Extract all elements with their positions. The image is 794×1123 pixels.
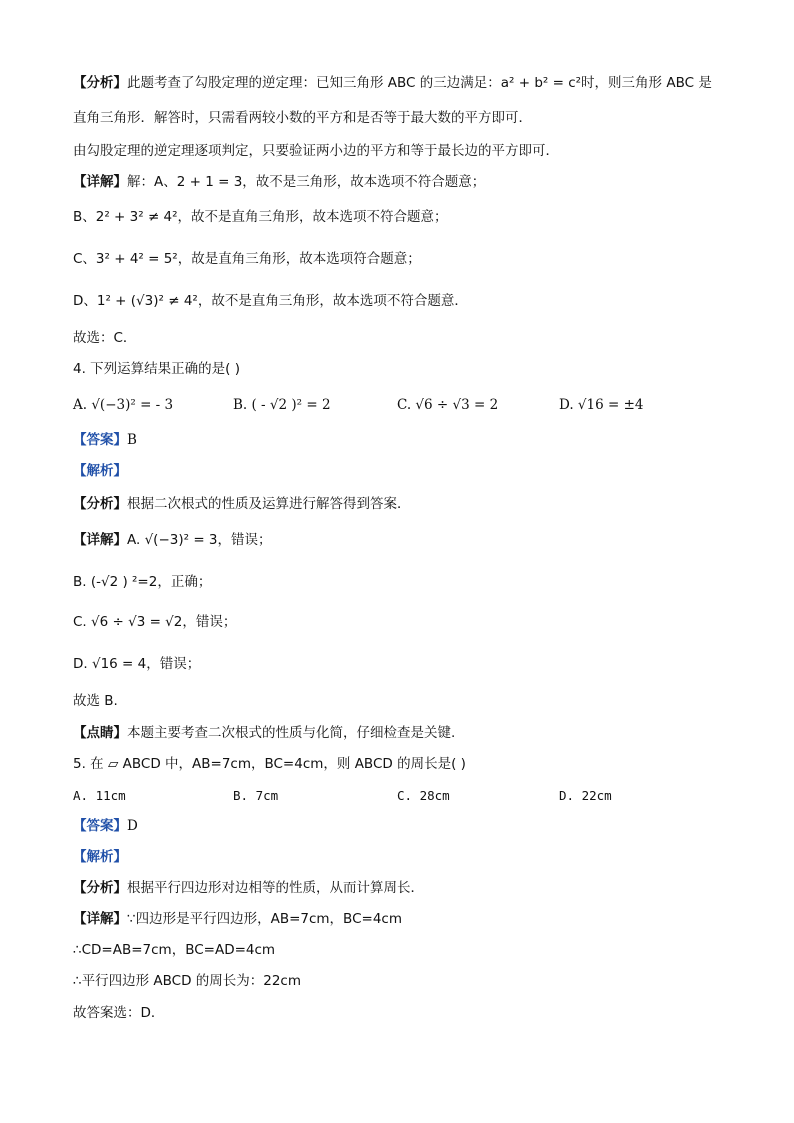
detail-4-d: D. √16 = 4，错误； (73, 656, 201, 672)
q4-option-a: A. √(−3)² = - 3 (73, 397, 174, 413)
analysis-line-1 (73, 73, 712, 93)
q5-option-d: D. 22cm (559, 788, 612, 803)
analysis-4 (73, 494, 411, 514)
q4-option-c: C. √6 ÷ √3 = 2 (397, 397, 499, 413)
detail-5 (73, 909, 402, 929)
q4-option-d: D. √16 = ±4 (559, 397, 644, 413)
explanation-4 (73, 461, 127, 481)
detail-line-d: D、1² + (√3)² ≠ 4²，故不是直角三角形，故本选项不符合题意． (73, 293, 468, 309)
analysis-tag: 【分析】 (73, 75, 127, 91)
selection-line: 故选：C． (73, 330, 137, 346)
analysis-5 (73, 878, 424, 898)
analysis-text: 根据平行四边形对边相等的性质，从而计算周长． (127, 880, 424, 896)
q5-option-b: B. 7cm (233, 788, 279, 803)
detail-tag: 【详解】 (73, 532, 127, 548)
detail-line-b: B、2² + 3² ≠ 4²，故不是直角三角形，故本选项不符合题意； (73, 209, 448, 225)
answer-value: B (127, 432, 137, 448)
analysis-text: 此题考查了勾股定理的逆定理：已知三角形 ABC 的三边满足：a² + b² = c²时，则三角形 ABC 是 (127, 75, 712, 91)
detail-tag: 【详解】 (73, 911, 127, 927)
question-5: 5. 在 ▱ ABCD 中，AB=7cm，BC=4cm，则 ABCD 的周长是( ) (73, 756, 466, 772)
detail-text: 解：A、2 + 1 = 3，故不是三角形，故本选项不符合题意； (127, 174, 486, 190)
answer-tag: 【答案】 (73, 818, 127, 834)
explanation-tag: 【解析】 (73, 463, 127, 479)
selection-4: 故选 B. (73, 693, 118, 709)
detail-4-b: B. (-√2 ) ²=2，正确； (73, 574, 212, 590)
explanation-tag: 【解析】 (73, 849, 127, 865)
comment-tag: 【点睛】 (73, 725, 127, 741)
explanation-5 (73, 847, 127, 867)
detail-4-a (73, 530, 272, 550)
question-4: 4. 下列运算结果正确的是( ) (73, 361, 240, 377)
detail-tag: 【详解】 (73, 174, 127, 190)
comment-4 (73, 723, 455, 743)
detail-text: ∵四边形是平行四边形，AB=7cm，BC=4cm (127, 911, 402, 927)
analysis-tag: 【分析】 (73, 496, 127, 512)
detail-text: A. √(−3)² = 3，错误； (127, 532, 272, 548)
analysis-line-2: 直角三角形．解答时，只需看两较小数的平方和是否等于最大数的平方即可． (73, 110, 532, 126)
q4-option-b: B. ( - √2 )² = 2 (233, 397, 331, 413)
step-3: 故答案选：D． (73, 1005, 165, 1021)
analysis-line-3: 由勾股定理的逆定理逐项判定，只要验证两小边的平方和等于最长边的平方即可． (73, 143, 559, 159)
q5-option-a: A. 11cm (73, 788, 126, 803)
detail-line-c: C、3² + 4² = 5²，故是直角三角形，故本选项符合题意； (73, 251, 421, 267)
comment-text: 本题主要考查二次根式的性质与化简，仔细检查是关键. (127, 725, 456, 741)
answer-value: D (127, 818, 138, 834)
answer-tag: 【答案】 (73, 432, 127, 448)
q5-option-c: C. 28cm (397, 788, 450, 803)
answer-4 (73, 430, 137, 450)
step-1: ∴CD=AB=7cm，BC=AD=4cm (73, 942, 276, 958)
detail-4-c: C. √6 ÷ √3 = √2，错误； (73, 614, 237, 630)
analysis-text: 根据二次根式的性质及运算进行解答得到答案． (127, 496, 411, 512)
step-2: ∴平行四边形 ABCD 的周长为：22cm (73, 973, 302, 989)
detail-line-a (73, 172, 485, 192)
analysis-tag: 【分析】 (73, 880, 127, 896)
answer-5 (73, 816, 138, 836)
